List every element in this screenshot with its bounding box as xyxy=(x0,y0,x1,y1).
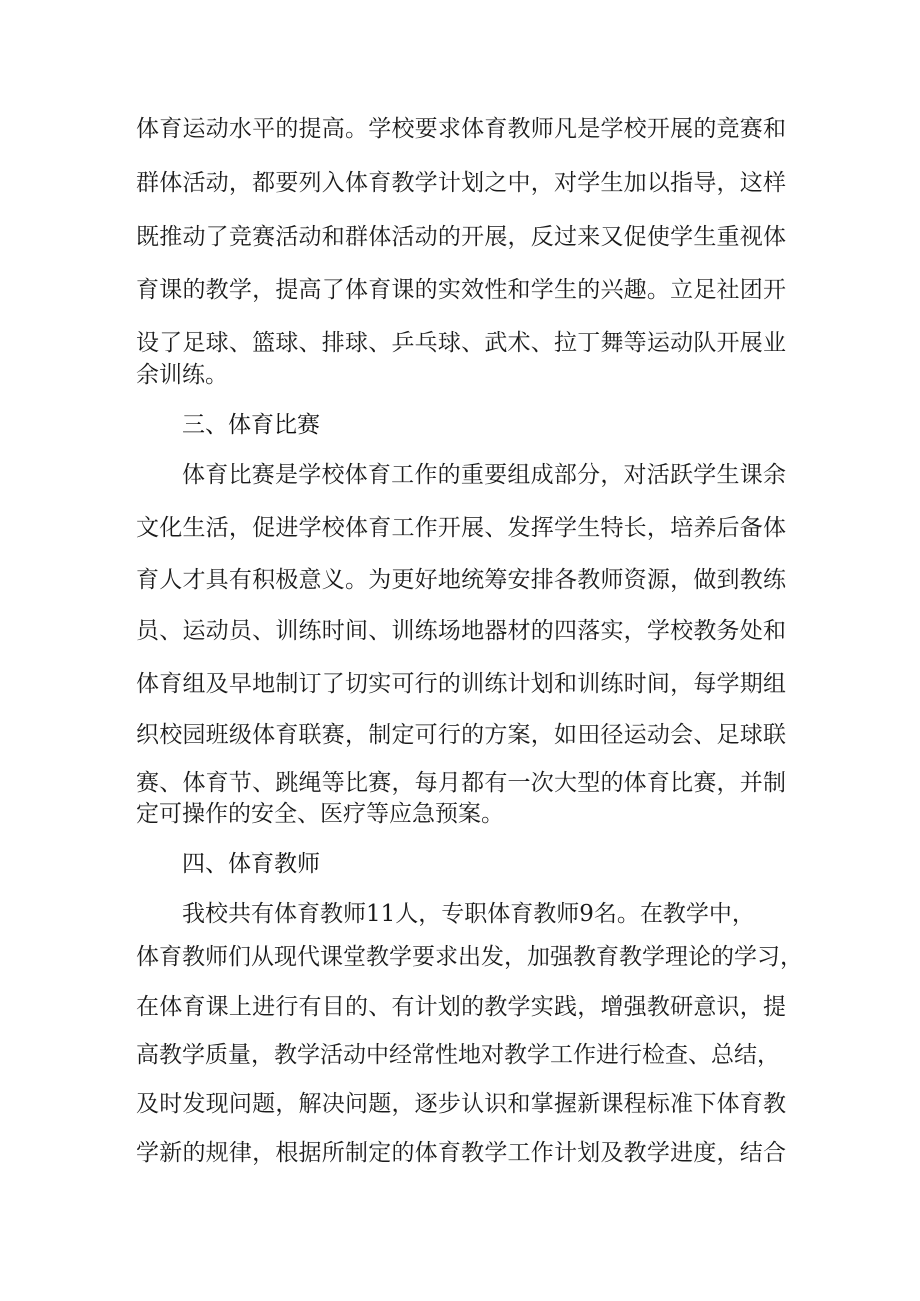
section-heading: 四、体育教师 xyxy=(182,851,320,877)
paragraph-line: 育人才具有积极意义。为更好地统筹安排各教师资源，做到教练 xyxy=(136,567,786,593)
paragraph-line: 及时发现问题，解决问题，逐步认识和掌握新课程标准下体育教 xyxy=(136,1091,786,1117)
paragraph-line: 体育比赛是学校体育工作的重要组成部分，对活跃学生课余 xyxy=(182,462,786,488)
paragraph-line: 我校共有体育教师11人，专职体育教师9名。在教学中， xyxy=(182,901,755,927)
paragraph-line: 既推动了竞赛活动和群体活动的开展，反过来又促使学生重视体 xyxy=(136,224,786,250)
paragraph-line: 体育组及早地制订了切实可行的训练计划和训练时间，每学期组 xyxy=(136,671,786,697)
paragraph-line: 群体活动，都要列入体育教学计划之中，对学生加以指导，这样 xyxy=(136,170,786,196)
paragraph-line: 设了足球、篮球、排球、乒乓球、武术、拉丁舞等运动队开展业 xyxy=(136,330,786,356)
paragraph-line: 余训练。 xyxy=(136,362,228,388)
paragraph-line: 织校园班级体育联赛，制定可行的方案，如田径运动会、足球联 xyxy=(136,722,786,748)
paragraph-line: 定可操作的安全、医疗等应急预案。 xyxy=(136,801,504,827)
paragraph-line: 文化生活，促进学校体育工作开展、发挥学生特长，培养后备体 xyxy=(136,515,786,541)
paragraph-line: 学新的规律，根据所制定的体育教学工作计划及教学进度，结合 xyxy=(136,1140,786,1166)
section-heading: 三、体育比赛 xyxy=(182,412,320,438)
paragraph-line: 员、运动员、训练时间、训练场地器材的四落实，学校教务处和 xyxy=(136,618,786,644)
paragraph-line: 育课的教学，提高了体育课的实效性和学生的兴趣。立足社团开 xyxy=(136,277,786,303)
paragraph-line: 体育教师们从现代课堂教学要求出发，加强教育教学理论的学习， xyxy=(136,944,803,970)
paragraph-line: 在体育课上进行有目的、有计划的教学实践，增强教研意识，提 xyxy=(136,994,786,1020)
paragraph-line: 高教学质量，教学活动中经常性地对教学工作进行检查、总结， xyxy=(136,1042,780,1068)
paragraph-line: 赛、体育节、跳绳等比赛，每月都有一次大型的体育比赛，并制 xyxy=(136,770,786,796)
paragraph-line: 体育运动水平的提高。学校要求体育教师凡是学校开展的竞赛和 xyxy=(136,116,786,142)
